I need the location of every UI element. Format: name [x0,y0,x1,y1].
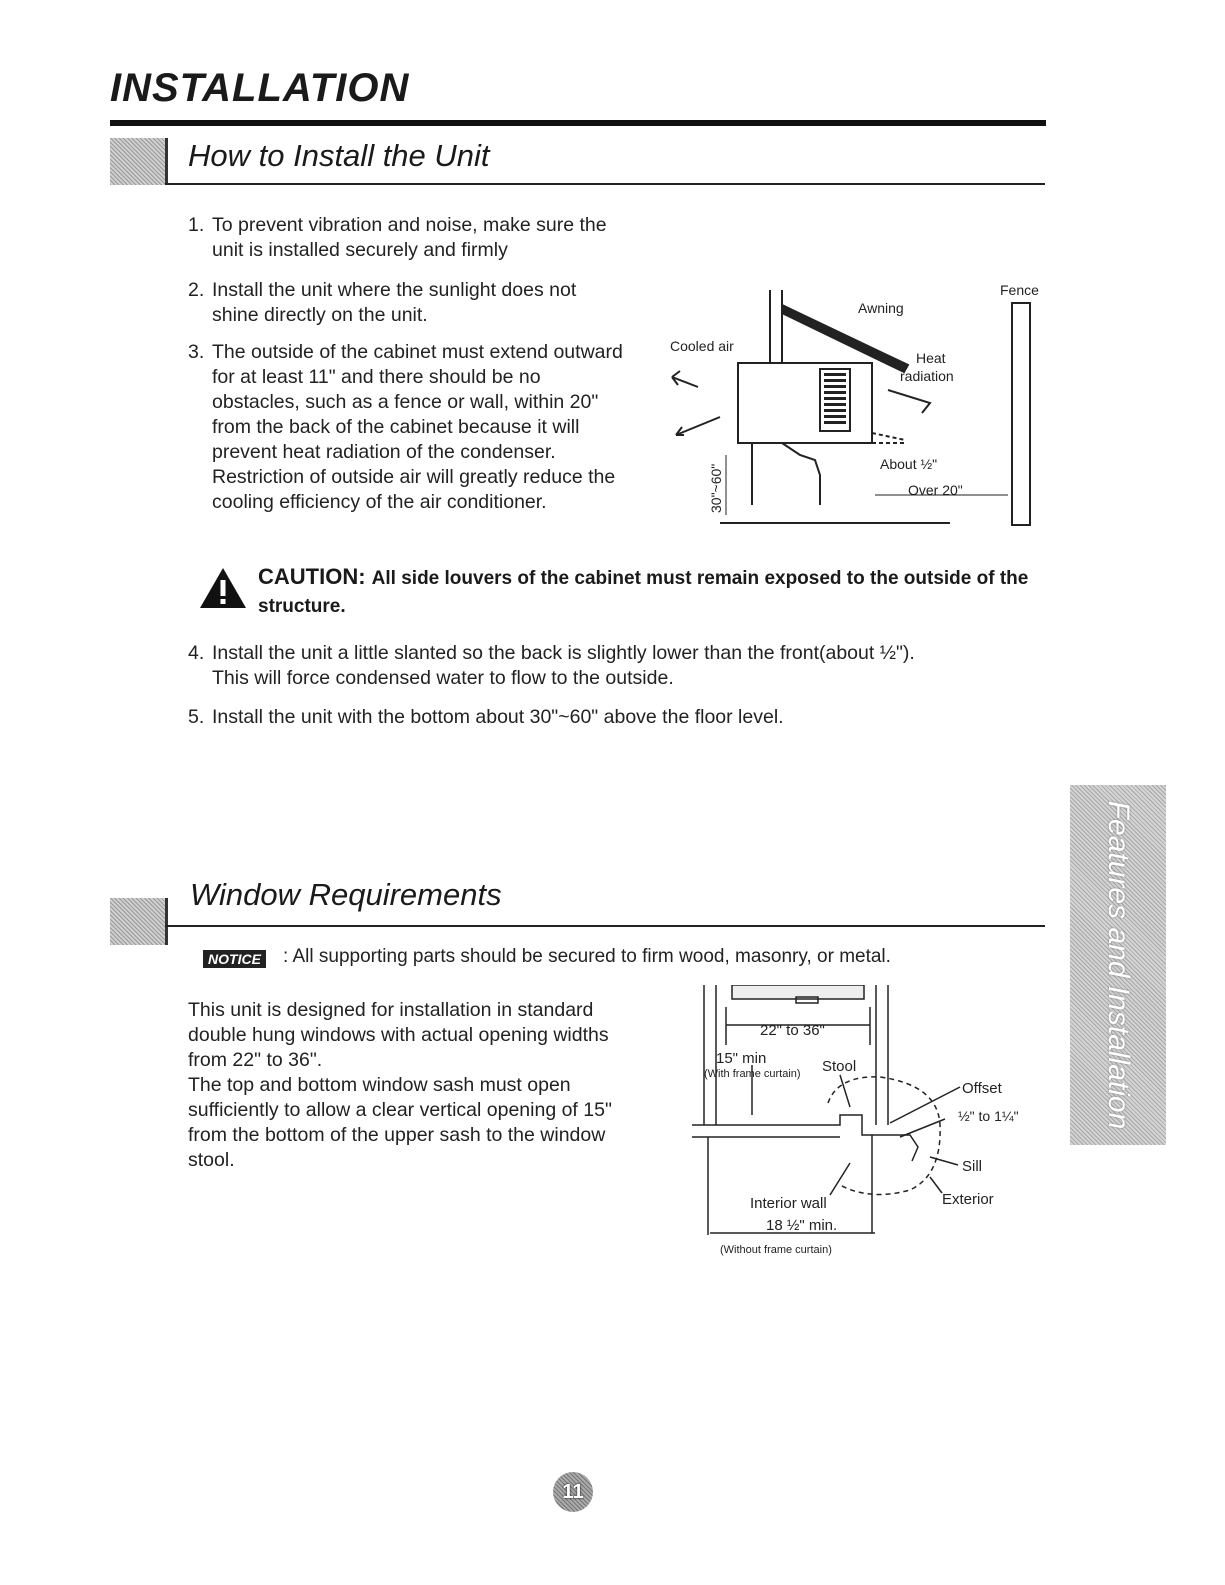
notice-text: : All supporting parts should be secured to firm wood, masonry, or metal. [283,946,891,967]
notice-badge: NOTICE [203,950,266,968]
section-title-install: How to Install the Unit [188,138,490,173]
side-tab [1070,785,1166,1145]
list-item: 2. Install the unit where the sunlight does not shine directly on the unit. [188,279,577,326]
label-cooled-air: Cooled air [670,338,734,354]
label-about: About ½" [880,456,938,472]
list-item: 3. The outside of the cabinet must extend outward for at least 11" and there should be no obstacles, such as a fence or wall, within 20" from the back of the cabinet because it will prevent heat radiation of the condenser. Restriction of outside air will greatly reduce the cooling efficiency of the air conditioner. [188,341,623,513]
section-marker [110,138,168,185]
side-tab-label: Features and Installation [1102,800,1135,1130]
label-fence: Fence [1000,282,1039,298]
installation-diagram [660,275,1055,545]
label-interior-wall: Interior wall [750,1195,827,1212]
label-stool: Stool [822,1058,857,1075]
list-item: 5. Install the unit with the bottom about 30"~60" above the floor level. [188,706,784,728]
label-offset-range: ½" to 1¼" [958,1108,1019,1124]
label-15-min: 15" min [716,1050,767,1067]
label-18-min: 18 ½" min. [766,1217,838,1234]
list-item: 1. To prevent vibration and noise, make sure the unit is installed securely and firmly [188,214,607,261]
label-offset: Offset [962,1080,1002,1097]
section-rule [165,183,1045,185]
label-over: Over 20" [908,482,963,498]
label-awning: Awning [858,300,904,316]
label-height: 30"~60" [708,463,724,513]
window-diagram [690,985,1070,1260]
section-rule [165,925,1045,927]
page-number: 11 [553,1472,593,1512]
section-title-window: Window Requirements [190,877,502,912]
title-rule [110,120,1046,126]
label-with-curtain: (With frame curtain) [704,1068,801,1080]
label-without-curtain: (Without frame curtain) [720,1244,832,1256]
window-paragraph: This unit is designed for installation in standard double hung windows with actual opening widths from 22" to 36". The top and bottom window sash must open sufficiently to allow a clear vertical opening of 15" from the bottom of the upper sash to the window stool. [188,999,612,1171]
label-width: 22" to 36" [760,1022,825,1039]
label-radiation: radiation [900,368,954,384]
caution-label: CAUTION [258,564,359,589]
label-exterior: Exterior [942,1191,994,1208]
caution-message: All side louvers of the cabinet must remain exposed to the outside of the structure. [258,568,1029,617]
label-heat: Heat [916,350,946,366]
list-item: 4. Install the unit a little slanted so the back is slightly lower than the front(about ½"). This will force condensed water to flow to the outside. [188,642,915,689]
caution-box: CAUTION: All side louvers of the cabinet must remain exposed to the outside of the structure. [258,564,1029,617]
page-title: INSTALLATION [110,66,410,110]
label-sill: Sill [962,1158,983,1175]
section-marker [110,898,168,945]
